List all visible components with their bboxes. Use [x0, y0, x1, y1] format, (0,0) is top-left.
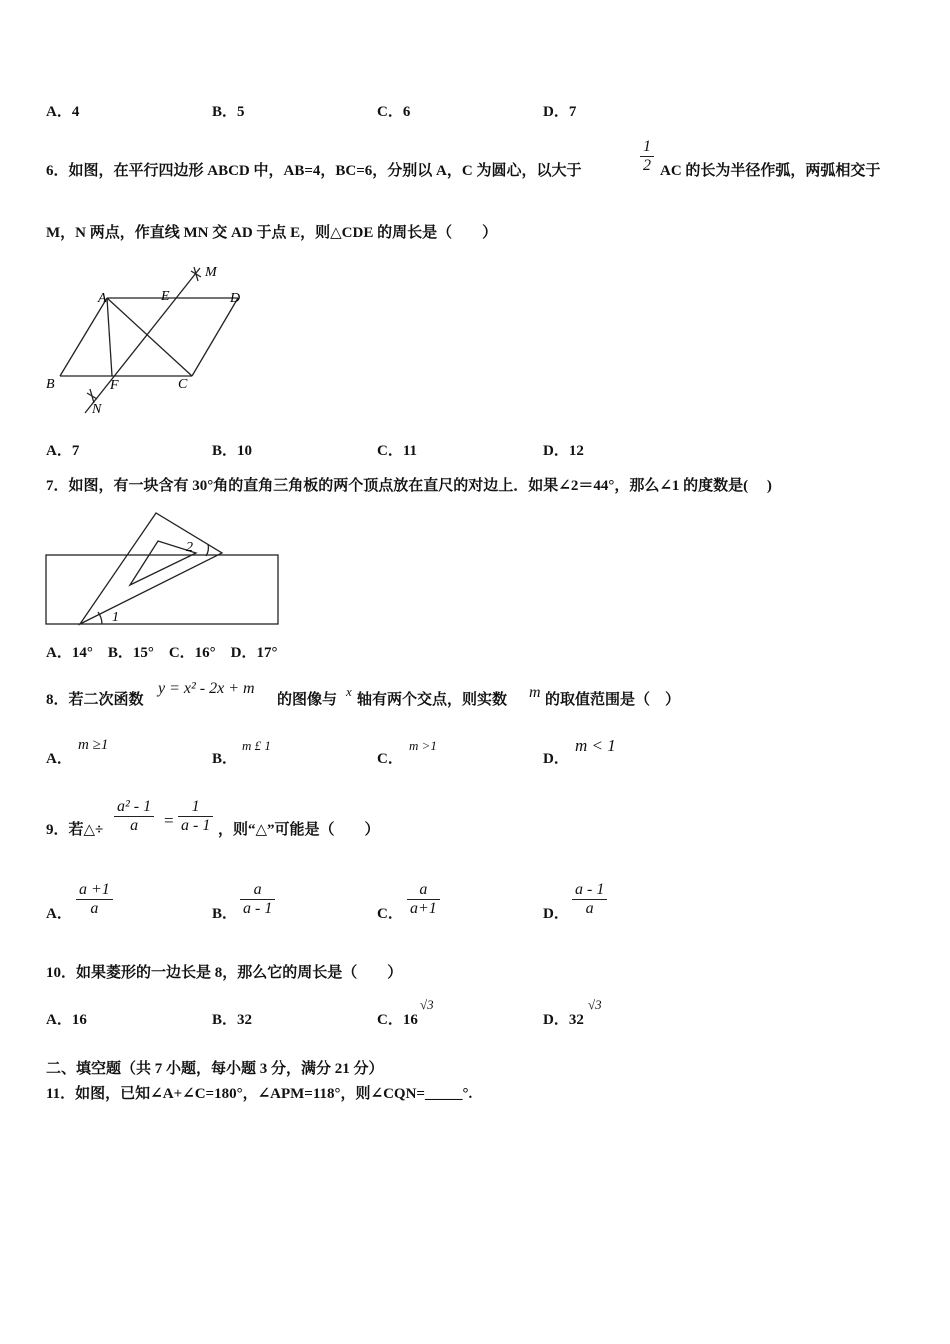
q9-option-c-letter: C．: [377, 906, 403, 922]
q10-option-d-sqrt: √3: [588, 997, 602, 1012]
q9-fraction-1: [114, 798, 154, 835]
angle-2-label: 2: [186, 540, 193, 555]
triangle-outer: [80, 513, 222, 624]
q8-text-b: 的图像与: [277, 692, 338, 708]
q6-parallelogram-figure: [40, 258, 260, 420]
q9-option-b-den: a - 1: [243, 900, 273, 917]
q6-option-c: C．11: [377, 443, 418, 459]
q8-formula: y = x² - 2x + m: [158, 680, 255, 697]
q6-half-fraction: [640, 138, 654, 175]
q9-fraction-2: [178, 798, 213, 835]
q8-text-c: 轴有两个交点，则实数: [357, 692, 508, 708]
q10-option-b: B．32: [212, 1012, 253, 1028]
q8-var-m: m: [529, 684, 541, 701]
q9-option-c-fraction: [407, 881, 440, 918]
q9-frac1-num: a² - 1: [117, 798, 152, 815]
angle-1-label: 1: [112, 610, 119, 625]
arc-mark-n2: [90, 389, 94, 403]
q8-option-d-letter: D．: [543, 751, 569, 767]
q6-option-b: B．10: [212, 443, 253, 459]
segment-dc: [192, 298, 238, 376]
q8-option-a-letter: A．: [46, 751, 72, 767]
q9-option-b-num: a: [253, 881, 262, 898]
q10-option-a: A．16: [46, 1012, 87, 1028]
q10-option-c-sqrt: √3: [420, 997, 434, 1012]
q9-option-c-num: a: [419, 881, 428, 898]
q9-frac2-num: 1: [191, 798, 200, 815]
q8-text-d: 的取值范围是（ ）: [545, 692, 681, 708]
q10-option-c: C．16: [377, 1012, 418, 1028]
q7-text: 7．如图，有一块含有 30°角的直角三角板的两个顶点放在直尺的对边上．如果∠2＝44°，那么∠1 的度数是( ): [46, 478, 772, 494]
q8-option-b-letter: B．: [212, 751, 238, 767]
label-m: M: [205, 265, 217, 280]
label-b: B: [46, 377, 55, 392]
q5-option-a: A．4: [46, 104, 80, 120]
q9-frac2-den: a - 1: [181, 817, 211, 834]
q9-option-d-letter: D．: [543, 906, 569, 922]
q8-var-x: x: [346, 684, 352, 699]
q10-option-d: D．32: [543, 1012, 584, 1028]
q8-option-c-letter: C．: [377, 751, 403, 767]
q9-option-b-fraction: [240, 881, 275, 918]
q6-option-a: A．7: [46, 443, 80, 459]
segment-ab: [60, 298, 107, 376]
q9-text-a: 9．若△÷: [46, 822, 104, 838]
q6-frac-num: 1: [643, 138, 651, 155]
q9-option-d-fraction: [572, 881, 607, 918]
section-2-title: 二、填空题（共 7 小题，每小题 3 分，满分 21 分）: [46, 1061, 384, 1077]
q9-option-a-fraction: [76, 881, 113, 918]
q10-text: 10．如果菱形的一边长是 8，那么它的周长是（ ）: [46, 965, 403, 981]
q8-option-b-value: m £ 1: [242, 738, 271, 753]
q7-ruler-triangle-figure: [40, 505, 290, 631]
label-c: C: [178, 377, 188, 392]
segment-af: [107, 298, 112, 376]
q6-text-part2: AC 的长为半径作弧，两弧相交于: [660, 163, 881, 179]
q9-option-b-letter: B．: [212, 906, 238, 922]
q6-text-part1: 6．如图，在平行四边形 ABCD 中，AB=4，BC=6，分别以 A，C 为圆心，以大于: [46, 163, 582, 179]
q9-option-a-den: a: [90, 900, 99, 917]
q9-frac1-den: a: [130, 817, 139, 834]
q6-frac-den: 2: [643, 157, 651, 174]
q5-option-c: C．6: [377, 104, 411, 120]
q9-option-d-den: a: [585, 900, 594, 917]
label-d: D: [230, 291, 241, 306]
q9-equals: =: [164, 811, 174, 830]
q8-text-a: 8．若二次函数: [46, 692, 144, 708]
q9-text-b: ，则“△”可能是（ ）: [218, 822, 380, 838]
q7-options: A．14° B．15° C．16° D．17°: [46, 645, 278, 661]
angle-2-arc: [206, 544, 208, 556]
label-e: E: [161, 289, 170, 304]
q9-option-d-num: a - 1: [575, 881, 605, 898]
ruler: [46, 555, 278, 624]
q9-option-a-letter: A．: [46, 906, 72, 922]
label-n: N: [92, 402, 102, 417]
q5-option-b: B．5: [212, 104, 245, 120]
label-f: F: [110, 378, 119, 393]
q9-option-a-num: a +1: [79, 881, 110, 898]
q5-option-d: D．7: [543, 104, 577, 120]
q11-text: 11．如图，已知∠A+∠C=180°，∠APM=118°，则∠CQN=_____°.: [46, 1086, 473, 1102]
q6-option-d: D．12: [543, 443, 584, 459]
q8-option-d-value: m < 1: [575, 736, 616, 755]
segment-ac: [107, 298, 192, 376]
q6-text-line2: M，N 两点，作直线 MN 交 AD 于点 E，则△CDE 的周长是（ ）: [46, 225, 498, 241]
q8-option-a-value: m ≥1: [78, 737, 109, 753]
q9-option-c-den: a+1: [410, 900, 437, 917]
q8-option-c-value: m >1: [409, 738, 437, 753]
label-a: A: [98, 291, 107, 306]
